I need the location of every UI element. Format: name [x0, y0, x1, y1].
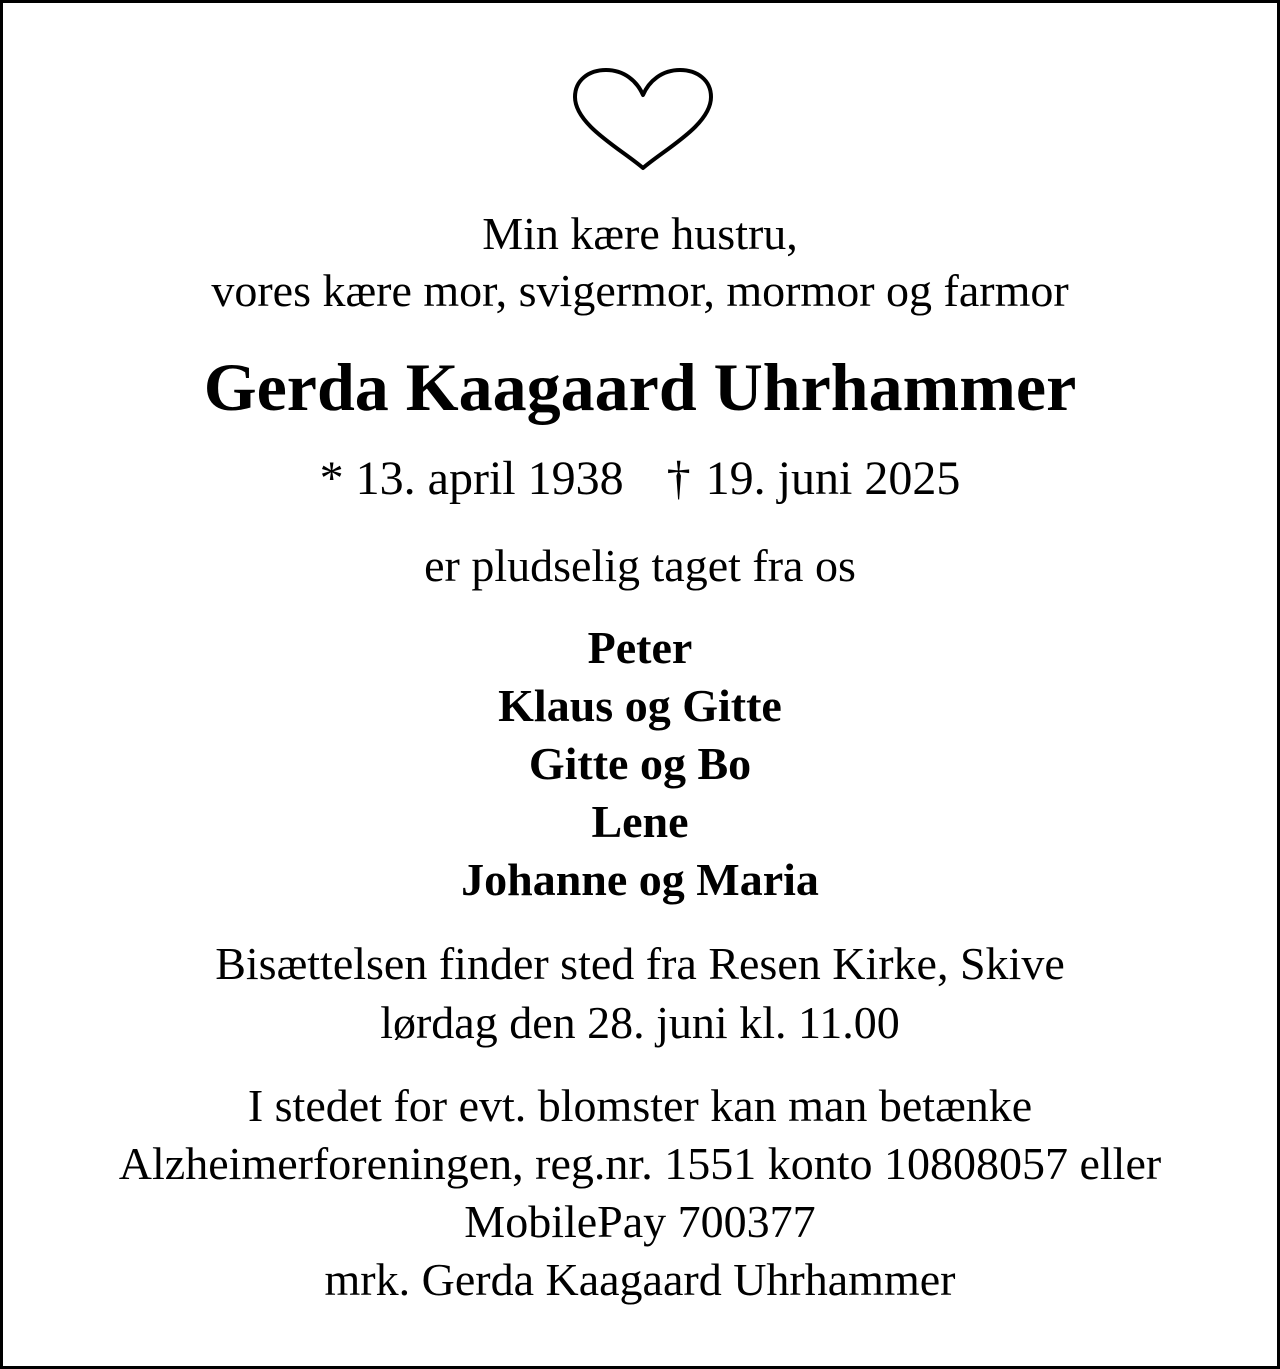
funeral-time: lørdag den 28. juni kl. 11.00: [380, 997, 900, 1048]
donation-line-2: Alzheimerforeningen, reg.nr. 1551 konto 10808057 eller: [118, 1138, 1162, 1189]
survivor-name: Peter: [587, 622, 693, 673]
survivor-name: Klaus og Gitte: [498, 680, 782, 731]
survivor-name: Johanne og Maria: [461, 854, 819, 905]
deceased-name: Gerda Kaagaard Uhrhammer: [203, 349, 1077, 425]
death-symbol: †: [666, 452, 691, 505]
donation-line-1: I stedet for evt. blomster kan man betænke: [247, 1080, 1033, 1131]
donation-line-4: mrk. Gerda Kaagaard Uhrhammer: [324, 1254, 956, 1305]
greeting-line-1: Min kære hustru,: [482, 208, 798, 259]
heart-icon: [571, 67, 715, 173]
funeral-location: Bisættelsen finder sted fra Resen Kirke, Skive: [215, 938, 1065, 989]
survivor-name: Lene: [591, 796, 689, 847]
birth-date: 13. april 1938: [355, 452, 624, 505]
life-dates: [3, 452, 1277, 505]
birth-symbol: *: [319, 452, 344, 505]
death-date: 19. juni 2025: [705, 452, 961, 505]
greeting-line-2: vores kære mor, svigermor, mormor og farmor: [211, 265, 1069, 316]
donation-line-3: MobilePay 700377: [464, 1196, 816, 1247]
announcement-text: er pludselig taget fra os: [424, 540, 856, 591]
survivor-name: Gitte og Bo: [528, 738, 752, 789]
